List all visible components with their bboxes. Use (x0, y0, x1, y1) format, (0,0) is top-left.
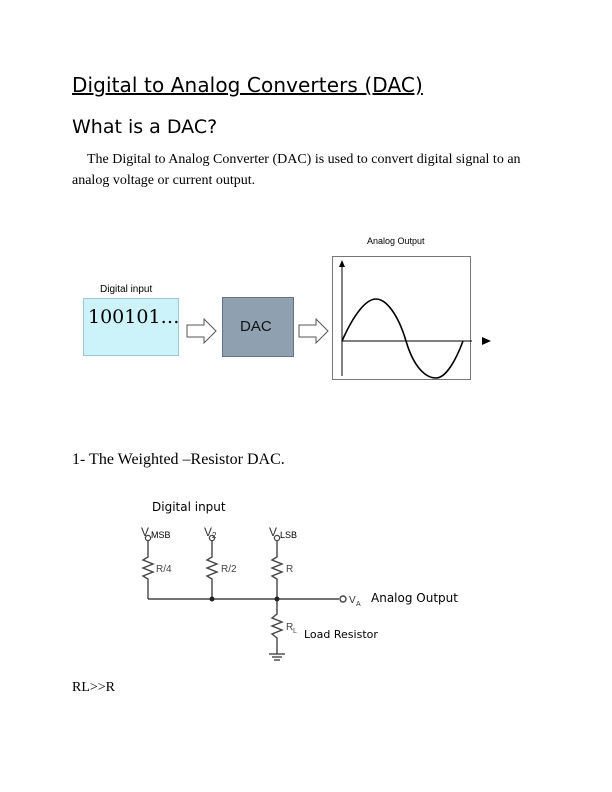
r4-label: R/4 (156, 564, 172, 575)
v2-sub: 2 (212, 531, 217, 540)
weighted-resistor-circuit (130, 520, 370, 670)
rl-label: R (286, 622, 294, 633)
arrow-right-icon (186, 318, 218, 344)
digital-input-label: Digital input (100, 284, 153, 295)
section-heading: 1- The Weighted –Resistor DAC. (72, 451, 285, 468)
v-lsb-label: V (269, 525, 278, 539)
resistor-rl (272, 599, 282, 654)
analog-output-label: Analog Output (367, 236, 425, 246)
lsb-subscript: LSB (280, 530, 298, 540)
resistor-r4 (143, 553, 153, 599)
circuit-analog-output-label: Analog Output (371, 591, 458, 605)
x-axis-arrow (480, 336, 492, 346)
page-title: Digital to Analog Converters (DAC) (72, 73, 423, 97)
r-label: R (286, 564, 294, 575)
rl-note: RL>>R (72, 680, 116, 695)
load-resistor-label: Load Resistor (304, 628, 378, 641)
arrow-right-icon (298, 318, 330, 344)
va-sub: A (356, 601, 361, 608)
rl-sub: L (293, 628, 297, 635)
section-subtitle: What is a DAC? (72, 116, 218, 138)
r2-label: R/2 (221, 564, 237, 575)
resistor-r (272, 553, 282, 599)
resistor-r2 (207, 553, 217, 599)
v2-label: V (204, 525, 213, 539)
digital-bits: 100101… (88, 306, 180, 328)
dac-label: DAC (240, 318, 272, 335)
intro-paragraph: The Digital to Analog Converter (DAC) is used to convert digital signal to an analog voltage or current output. (72, 152, 521, 188)
msb-subscript: MSB (151, 530, 171, 540)
analog-output-graph (332, 256, 472, 381)
va-label: V (349, 595, 356, 606)
circuit-digital-input-label: Digital input (152, 500, 226, 514)
v-msb-label: V (141, 525, 150, 539)
